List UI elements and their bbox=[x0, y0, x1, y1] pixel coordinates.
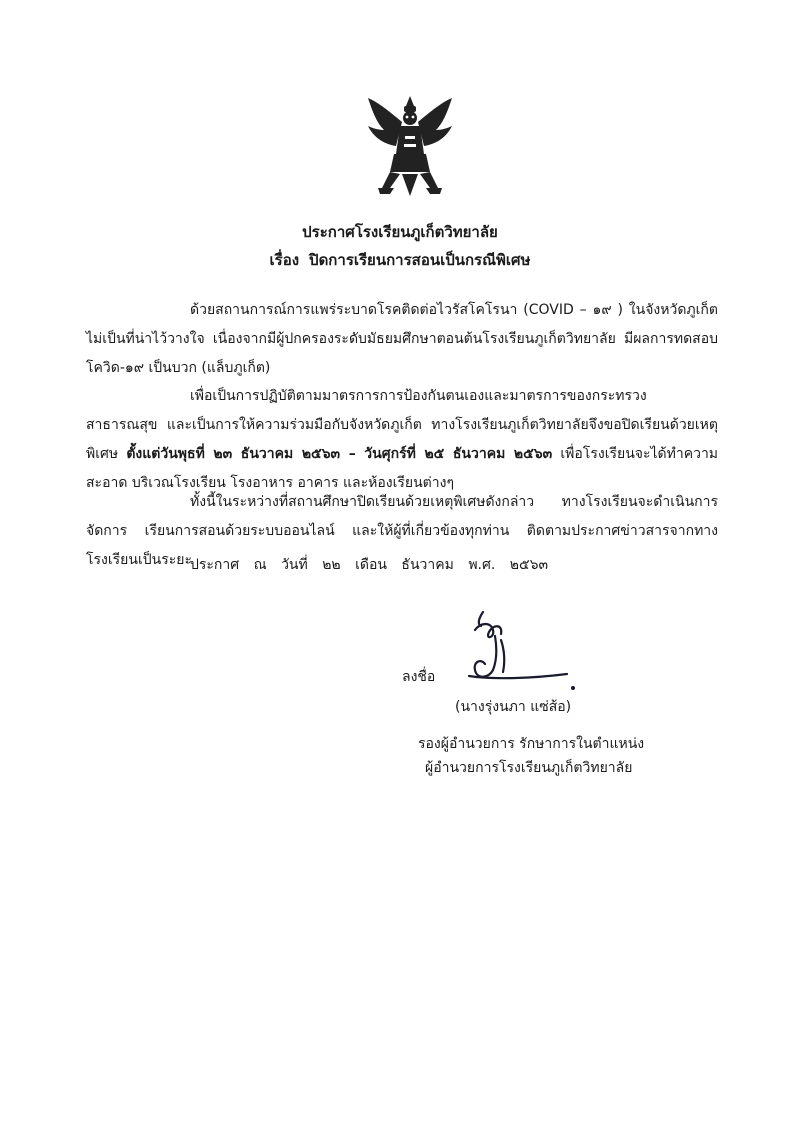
date-day: ๒๒ bbox=[322, 557, 341, 573]
subject-label: เรื่อง bbox=[269, 251, 300, 269]
announcement-date bbox=[190, 554, 558, 576]
date-at: ณ bbox=[253, 557, 267, 573]
handwritten-signature-icon bbox=[455, 600, 585, 700]
signer-position-2: ผู้อำนวยการโรงเรียนภูเก็ตวิทยาลัย bbox=[425, 760, 633, 776]
date-month: ธันวาคม bbox=[401, 557, 454, 573]
signer-position-1: รองผู้อำนวยการ รักษาการในตำแหน่ง bbox=[418, 736, 645, 752]
date-month-label: เดือน bbox=[355, 557, 387, 573]
paragraph-2-text bbox=[86, 382, 718, 498]
date-day-label: วันที่ bbox=[281, 557, 308, 573]
paragraph-1 bbox=[86, 296, 718, 383]
closure-dates: ตั้งแต่วันพุธที่ ๒๓ ธันวาคม ๒๕๖๓ – วันศุกร์ที่ ๒๕ ธันวาคม ๒๕๖๓ bbox=[126, 446, 553, 462]
paragraph-2 bbox=[86, 382, 718, 498]
document-title: ประกาศโรงเรียนภูเก็ตวิทยาลัย bbox=[302, 223, 498, 241]
sign-label: ลงชื่อ bbox=[402, 669, 436, 685]
paragraph-2-intro: เพื่อเป็นการปฏิบัติตามมาตรการการป้องกันตนเองและมาตรการของกระทรวงสาธารณสุข และเป็นการให้ความร่วมมือกับจังหวัดภูเก็ต ทางโรงเรียนภูเก็ตวิทยาลัยจึงขอปิดเรียนด้วยเหตุพิเศษ bbox=[86, 388, 718, 462]
paragraph-3-text: ทั้งนี้ในระหว่างที่สถานศึกษาปิดเรียนด้วยเหตุพิเศษดังกล่าว ทางโรงเรียนจะดำเนินการจัดการ เรียนการสอนด้วยระบบออนไลน์ และให้ผู้ที่เกี่ยวข้องทุกท่าน ติดตามประกาศข่าวสารจากทางโรงเรียนเป็นระยะ bbox=[86, 494, 718, 568]
subject-text: ปิดการเรียนการสอนเป็นกรณีพิเศษ bbox=[309, 251, 531, 269]
paragraph-1-text: ด้วยสถานการณ์การแพร่ระบาดโรคติดต่อไวรัสโคโรนา (COVID – ๑๙ ) ในจังหวัดภูเก็ต ไม่เป็นที่น่าไว้วางใจ เนื่องจากมีผู้ปกครองระดับมัธยมศึกษาตอนต้นโรงเรียนภูเก็ตวิทยาลัย มีผลการทดสอบโควิด-๑๙ เป็นบวก (แล็บภูเก็ต) bbox=[86, 302, 718, 376]
date-year-label: พ.ศ. bbox=[468, 557, 496, 573]
document-subject bbox=[0, 248, 800, 272]
date-announce-label: ประกาศ bbox=[190, 557, 240, 573]
date-year: ๒๕๖๓ bbox=[509, 557, 549, 573]
signer-name: (นางรุ่งนภา แซ่ส้อ) bbox=[455, 699, 572, 715]
garuda-emblem-icon bbox=[360, 92, 460, 202]
paragraph-2-end: เพื่อโรงเรียนจะได้ทำความสะอาด บริเวณโรงเรียน โรงอาหาร อาคาร และห้องเรียนต่างๆ bbox=[86, 446, 719, 491]
